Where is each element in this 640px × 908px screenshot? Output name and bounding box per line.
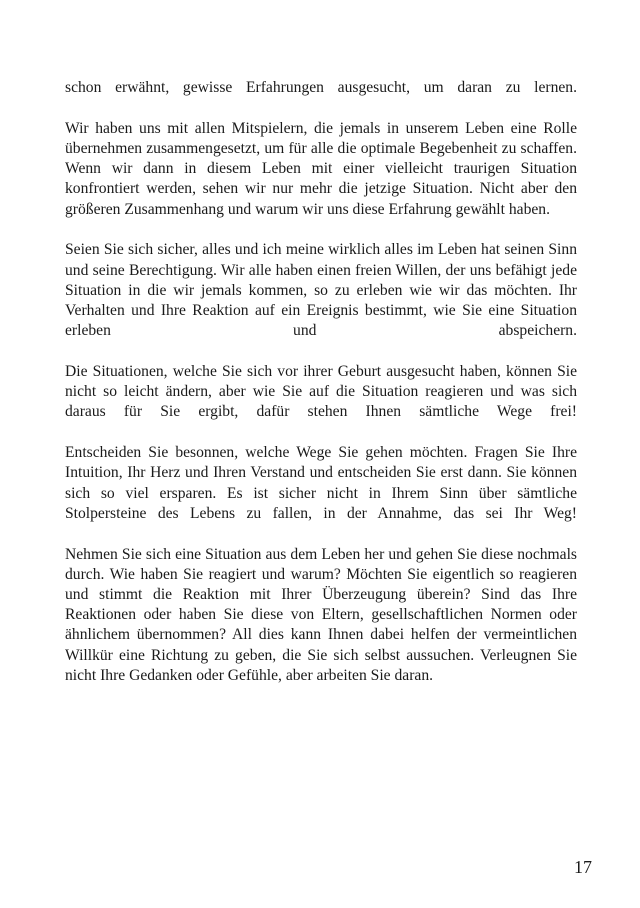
paragraph-3: Seien Sie sich sicher, alles und ich meine wirklich alles im Leben hat seinen Sinn und seine Berechtigung. Wir alle haben einen freien Willen, der uns befähigt jede Situation in die wir jemals kommen, so zu erleben wie wir das möchten. Ihr Verhalten und Ihre Reaktion auf ein Ereignis bestimmt, wie Sie eine Situation erleben und abspeichern. xyxy=(65,241,577,340)
paragraph-2: Wir haben uns mit allen Mitspielern, die jemals in unserem Leben eine Rolle übernehmen zusammengesetzt, um für alle die optimale Begebenheit zu schaffen. Wenn wir dann in diesem Leben mit einer vielleicht traurigen Situation konfrontiert werden, sehen wir nur mehr die jetzige Situation. Nicht aber den größeren Zusammenhang und warum wir uns diese Erfahrung gewählt haben. xyxy=(65,119,577,218)
paragraph-5: Entscheiden Sie besonnen, welche Wege Sie gehen möchten. Fragen Sie Ihre Intuition, Ihr Herz und Ihren Verstand und entscheiden Sie erst dann. Sie können sich so viel ersparen. Es ist sicher nicht in Ihrem Sinn über sämtliche Stolpersteine des Lebens zu fallen, in der Annahme, das sei Ihr Weg! xyxy=(65,444,577,522)
body-text xyxy=(65,78,577,707)
page-number: 17 xyxy=(574,857,592,877)
paragraph-1: schon erwähnt, gewisse Erfahrungen ausgesucht, um daran zu lernen. xyxy=(65,79,577,96)
paragraph-6: Nehmen Sie sich eine Situation aus dem Leben her und gehen Sie diese nochmals durch. Wie haben Sie reagiert und warum? Möchten Sie eigentlich so reagieren und stimmt die Reaktion mit Ihrer Überzeugung überein? Sind das Ihre Reaktionen oder haben Sie diese von Eltern, gesellschaftlichen Normen oder ähnlichem übernommen? All dies kann Ihnen dabei helfen der vermeintlichen Willkür eine Richtung zu geben, die Sie sich selbst aussuchen. Verleugnen Sie nicht Ihre Gedanken oder Gefühle, aber arbeiten Sie daran. xyxy=(65,545,577,684)
paragraph-4: Die Situationen, welche Sie sich vor ihrer Geburt ausgesucht haben, können Sie nicht so leicht ändern, aber wie Sie auf die Situation reagieren und was sich daraus für Sie ergibt, dafür stehen Ihnen sämtliche Wege frei! xyxy=(65,363,577,421)
